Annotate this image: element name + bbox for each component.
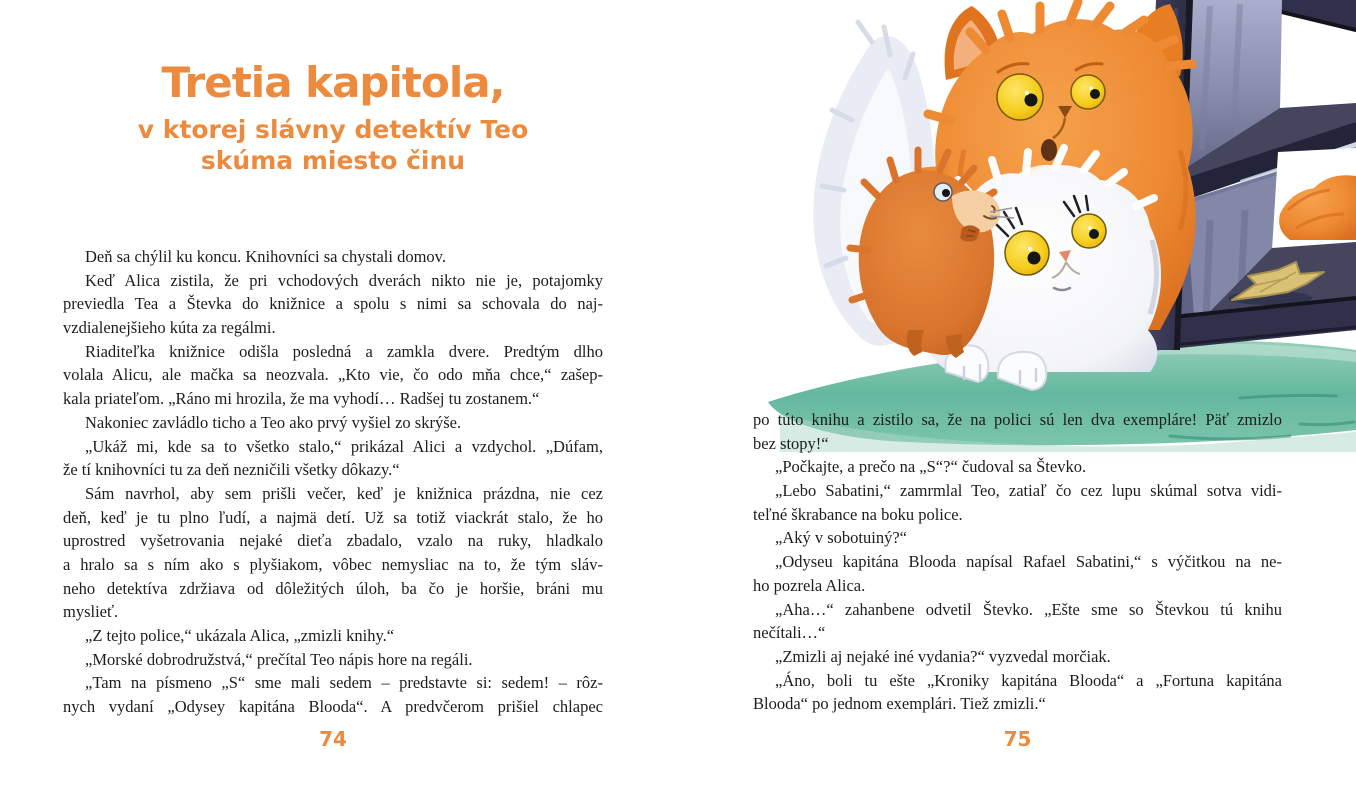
chapter-subtitle [63, 114, 603, 176]
text-line: vzdialenejšieho kúta za regálmi. [63, 318, 276, 338]
text-line: „Tam na písmeno „S“ sme mali sedem – predstavte si: sedem! – rôz- [85, 673, 603, 693]
page-number-left: 74 [319, 727, 347, 751]
chapter-title: Tretia kapitola, [161, 58, 505, 107]
text-line: Riaditeľka knižnice odišla posledná a zamkla dvere. Predtým dlho [85, 341, 603, 361]
text-line: a hralo sa s ním ako s plyšiakom, vôbec nemysliac na to, že tým sláv- [63, 554, 603, 574]
text-line: „Lebo Sabatini,“ zamrmlal Teo, zatiaľ čo cez lupu skúmal sotva vidi- [775, 481, 1282, 501]
text-line: uprostred vyšetrovania nejaké dieťa zbadalo, vzalo na ruky, hladkalo [63, 531, 603, 551]
text-line: „Z tejto police,“ ukázala Alica, „zmizli knihy.“ [85, 626, 395, 645]
text-line: „Počkajte, a prečo na „S“?“ čudoval sa Števko. [775, 457, 1087, 477]
text-line: bez stopy!“ [753, 433, 829, 453]
text-line: „Áno, boli tu ešte „Kroniky kapitána Blooda“ a „Fortuna kapitána [775, 670, 1282, 690]
text-line: Deň sa chýlil ku koncu. Knihovníci sa chystali domov. [85, 247, 446, 266]
text-line: „Ukáž mi, kde sa to všetko stalo,“ prikázal Alici a vzdychol. „Dúfam, [85, 436, 603, 456]
text-line: „Zmizli aj nejaké iné vydania?“ vyzvedal morčiak. [775, 646, 1111, 666]
page-number-right: 75 [1003, 727, 1032, 751]
chapter-subtitle-line2: skúma miesto činu [200, 146, 466, 175]
text-line: „Morské dobrodružstvá,“ prečítal Teo nápis hore na regáli. [85, 649, 473, 669]
text-line: deň, keď je tu plno ľudí, a najmä detí. Už sa totiž viackrát stalo, že ho [63, 507, 603, 527]
text-line: Keď Alica zistila, že pri vchodových dverách nikto nie je, potajomky [85, 270, 603, 290]
text-line: nečítali…“ [753, 623, 826, 643]
text-line: teľné škrabance na boku police. [753, 504, 963, 524]
text-line: Nakoniec zavládlo ticho a Teo ako prvý vyšiel zo skrýše. [85, 412, 462, 432]
book-illustration [740, 0, 1356, 455]
text-line: že tí knihovníci tu za deň nezničili všetky dôkazy.“ [63, 460, 400, 480]
text-line: myslieť. [63, 602, 119, 622]
text-line: „Odyseu kapitána Blooda napísal Rafael Sabatini,“ s výčitkou na ne- [775, 552, 1282, 572]
text-line: „Aha…“ zahanbene odvetil Števko. „Ešte sme so Števkou tú knihu [775, 599, 1282, 619]
text-line: po túto knihu a zistilo sa, že na polici sú len dva exempláre! Päť zmizlo [753, 410, 1282, 429]
text-line: ho pozrela Alica. [753, 575, 866, 595]
text-line: Sám navrhol, aby sem prišli večer, keď je knižnica prázdna, nie cez [85, 483, 603, 503]
text-line: volala Alicu, ale mačka sa neozvala. „Kto vie, čo odo mňa chce,“ zašep- [63, 365, 603, 385]
text-line: kala priateľom. „Ráno mi hrozila, že ma vyhodí… Radšej tu zostanem.“ [63, 389, 540, 409]
chapter-subtitle-line1: v ktorej slávny detektív Teo [137, 115, 529, 144]
text-line: Blooda“ po jednom exemplári. Tiež zmizli.“ [753, 694, 1046, 714]
text-line: neho detektíva zdržiava od dôležitých úloh, ba čo je horšie, bráni mu [63, 578, 603, 598]
text-line: nych vydaní „Odysey kapitána Blooda“. A predvčerom prišiel chlapec [63, 697, 603, 717]
text-line: previedla Tea a Števka do knižnice a spolu s nimi sa schovala do naj- [63, 294, 603, 314]
text-line: „Aký v sobotuiný?“ [775, 528, 907, 548]
right-page-text [753, 408, 1282, 716]
left-page-text [63, 245, 603, 719]
